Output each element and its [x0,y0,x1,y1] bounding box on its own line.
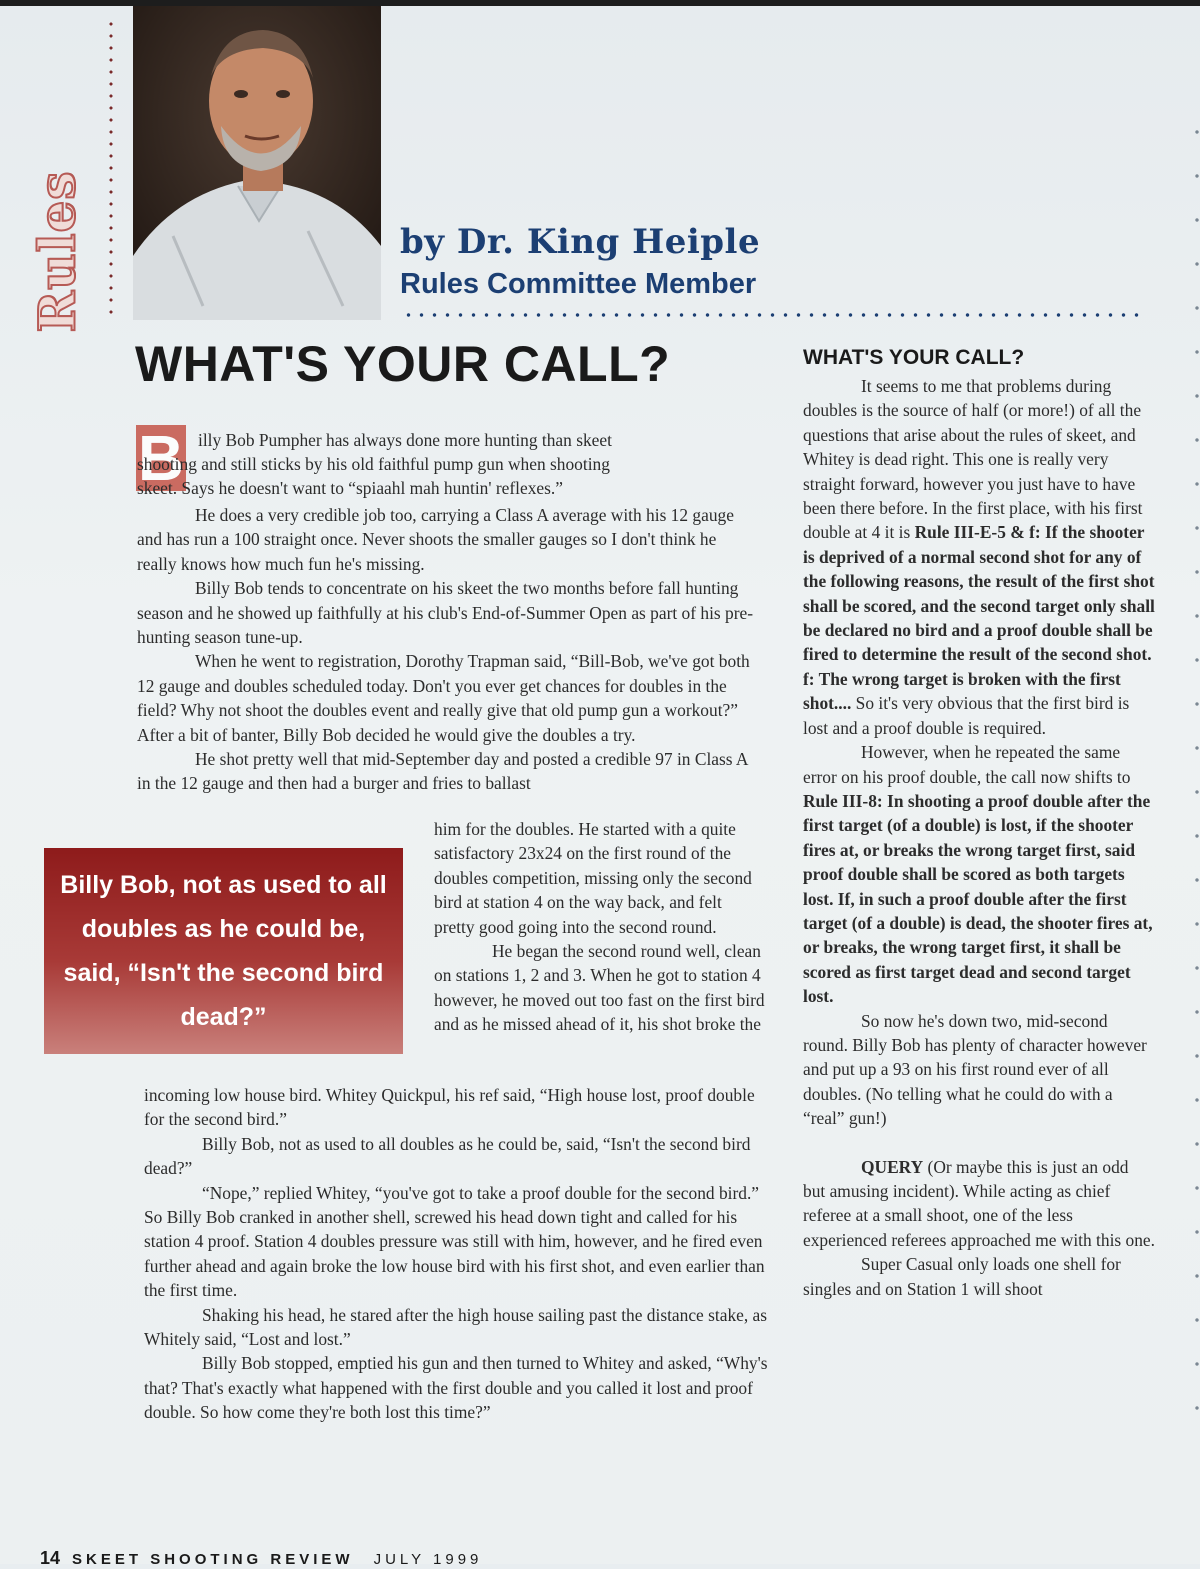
drop-cap: B [137,422,185,494]
paragraph: Billy Bob tends to concentrate on his skeet the two months before fall hunting season and he showed up faithfully at his club's End-of-Summer Open as part of his pre-hunting season tune-up. [137,578,754,648]
paragraph: “Nope,” replied Whitey, “you've got to take a proof double for the second bird.” So Billy Bob cranked in another shell, screwed his head down tight and called for his station 4 proof. Station 4 doubles pressure was still with him, however, and he fired even further ahead and again broke the low house bird with his first shot, and even earlier than the first time. [144,1182,765,1301]
paragraph: Super Casual only loads one shell for singles and on Station 1 will shoot [803,1254,1121,1299]
pull-quote-text: Billy Bob, not as used to all doubles as he could be, said, “Isn't the second bird dead?” [60,871,387,1031]
left-column-lower [144,1083,769,1425]
page-number: 14 [40,1548,61,1568]
paragraph: him for the doubles. He started with a quite satisfactory 23x24 on the first round of the doubles competition, missing only the second bird at station 4 on the way back, and felt pretty good going into the second round. [434,819,752,937]
text-run: It seems to me that problems during doubles is the source of half (or more!) of all the questions that arise about the rules of skeet, and Whitey is dead right. This one is really very straight forward, however you just have to have been there before. In the first place, with his first double at 4 it is [803,376,1143,543]
paragraph: He shot pretty well that mid-September day and posted a credible 97 in Class A in the 12 gauge and then had a burger and fries to ballast [137,749,748,794]
article-headline: WHAT'S YOUR CALL? [135,336,671,392]
author-byline: by Dr. King Heiple [400,222,761,262]
text-run: So it's very obvious that the first bird is lost and a proof double is required. [803,693,1130,738]
pull-quote [44,848,403,1054]
author-title: Rules Committee Member [400,268,757,300]
right-column-body [803,374,1155,1301]
section-tab-label: Rules [27,170,87,332]
paragraph [803,374,1155,740]
left-column-narrow [434,817,766,1037]
magazine-name: SKEET SHOOTING REVIEW [72,1551,354,1568]
paragraph: He began the second round well, clean on stations 1, 2 and 3. When he got to station 4 however, he moved out too fast on the first bird and as he missed ahead of it, his shot broke the [434,941,765,1035]
paragraph [803,740,1155,1008]
page-edge-marks [1174,110,1200,1450]
author-photo [133,6,381,320]
left-column-body [137,503,757,796]
paragraph: incoming low house bird. Whitey Quickpul, his ref said, “High house lost, proof double for the second bird.” [144,1085,755,1130]
paragraph [803,1155,1155,1253]
paragraph: Shaking his head, he stared after the high house sailing past the distance stake, as Whitely said, “Lost and lost.” [144,1304,768,1350]
paragraph: Billy Bob stopped, emptied his gun and then turned to Whitey and asked, “Why's that? That's exactly what happened with the first double and you called it lost and proof double. So how come they're both lost this time?” [144,1353,768,1423]
text-run: However, when he repeated the same error on his proof double, the call now shifts to [803,742,1131,787]
paragraph: Billy Bob, not as used to all doubles as he could be, said, “Isn't the second bird dead?” [144,1133,751,1179]
section-tab [27,170,87,332]
paragraph: He does a very credible job too, carrying a Class A average with his 12 gauge and has run a 100 straight once. Never shoots the smaller gauges so I don't think he really knows how much fun he's missing. [137,505,734,574]
para-1-line-3: skeet. Says he doesn't want to “spiaahl mah huntin' reflexes.” [137,478,563,498]
para-1-line-2: shooting and still sticks by his old faithful pump gun when shooting [137,454,610,474]
rule-quote: Rule III-E-5 & f: If the shooter is deprived of a normal second shot for any of the following reasons, the result of the first shot shall be scored, and the second target only shall be declared no bird and a proof double shall be fired to determine the result of the second shot. f: The wrong target is broken with the first shot.... [803,522,1155,714]
rule-quote: Rule III-8: In shooting a proof double after the first target (of a double) is lost, if the shooter fires at, or breaks the wrong target first, said proof double shall be scored as both targets lost. If, in such a proof double after the first target (of a double) is dead, the shooter fires at, or breaks, the wrong target first, it shall be scored as first target dead and second target lost. [803,790,1153,1007]
sidebar-heading: WHAT'S YOUR CALL? [803,346,1025,369]
paragraph: So now he's down two, mid-second round. Billy Bob has plenty of character however and put up a 93 on his first round ever of all doubles. (No telling what he could do with a “real” gun!) [803,1010,1147,1129]
para-1-line-1: illy Bob Pumpher has always done more hunting than skeet [198,430,612,450]
paragraph: When he went to registration, Dorothy Trapman said, “Bill-Bob, we've got both 12 gauge and doubles scheduled today. Don't you ever get chances for doubles in the field? Why not shoot the doubles event and really give that old pump gun a workout?” After a bit of banter, Billy Bob decided he would give the doubles a try. [137,651,750,745]
query-label: QUERY [861,1156,924,1177]
page-footer [40,1548,482,1569]
text-run: (Or maybe this is just an odd but amusing incident). While acting as chief referee at a small shoot, one of the less experienced referees approached me with this one. [803,1156,1155,1250]
vertical-dot-rule [109,18,113,318]
issue-date: JULY 1999 [373,1551,483,1568]
horizontal-dot-rule [402,312,1147,318]
